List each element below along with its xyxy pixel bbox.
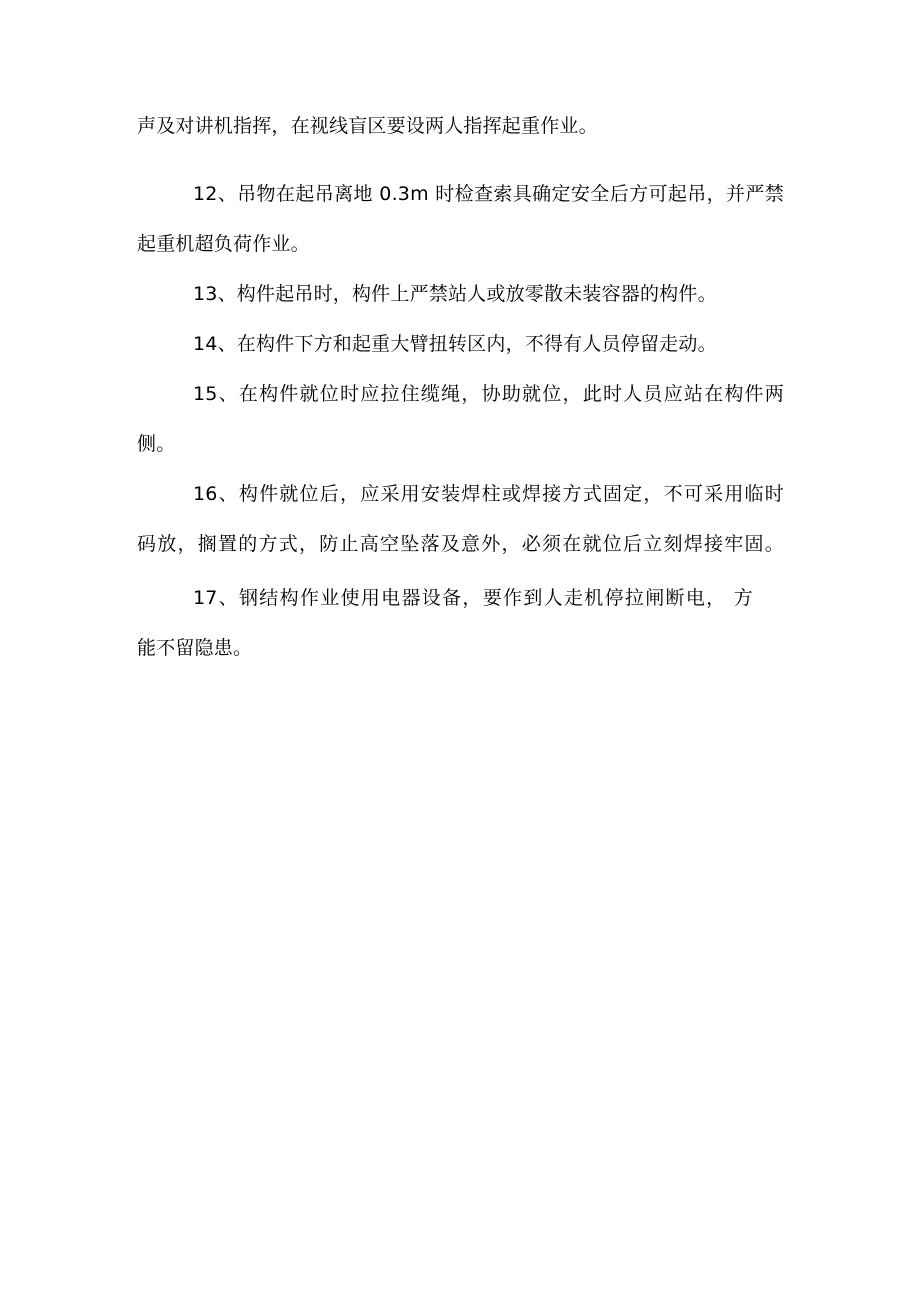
item-16-line: 16、构件就位后，应采用安装焊柱或焊接方式固定，不可采用临时 bbox=[193, 483, 784, 505]
text-line: 起重机超负荷作业。 bbox=[137, 233, 310, 255]
text-line: 声及对讲机指挥，在视线盲区要设两人指挥起重作业。 bbox=[137, 115, 598, 137]
item-13-line: 13、构件起吊时，构件上严禁站人或放零散未装容器的构件。 bbox=[193, 283, 717, 305]
text-line: 码放，搁置的方式，防止高空坠落及意外，必须在就位后立刻焊接牢固。 bbox=[137, 533, 784, 555]
item-15-line: 15、在构件就位时应拉住缆绳，协助就位，此时人员应站在构件两 bbox=[193, 383, 784, 405]
text-line: 能不留隐患。 bbox=[137, 637, 253, 659]
item-17-line: 17、钢结构作业使用电器设备，要作到人走机停拉闸断电， 方 bbox=[193, 587, 753, 609]
item-14-line: 14、在构件下方和起重大臂扭转区内，不得有人员停留走动。 bbox=[193, 333, 717, 355]
item-12-line: 12、吊物在起吊离地 0.3m 时检查索具确定安全后方可起吊，并严禁 bbox=[193, 183, 784, 205]
text-line: 侧。 bbox=[137, 433, 176, 455]
